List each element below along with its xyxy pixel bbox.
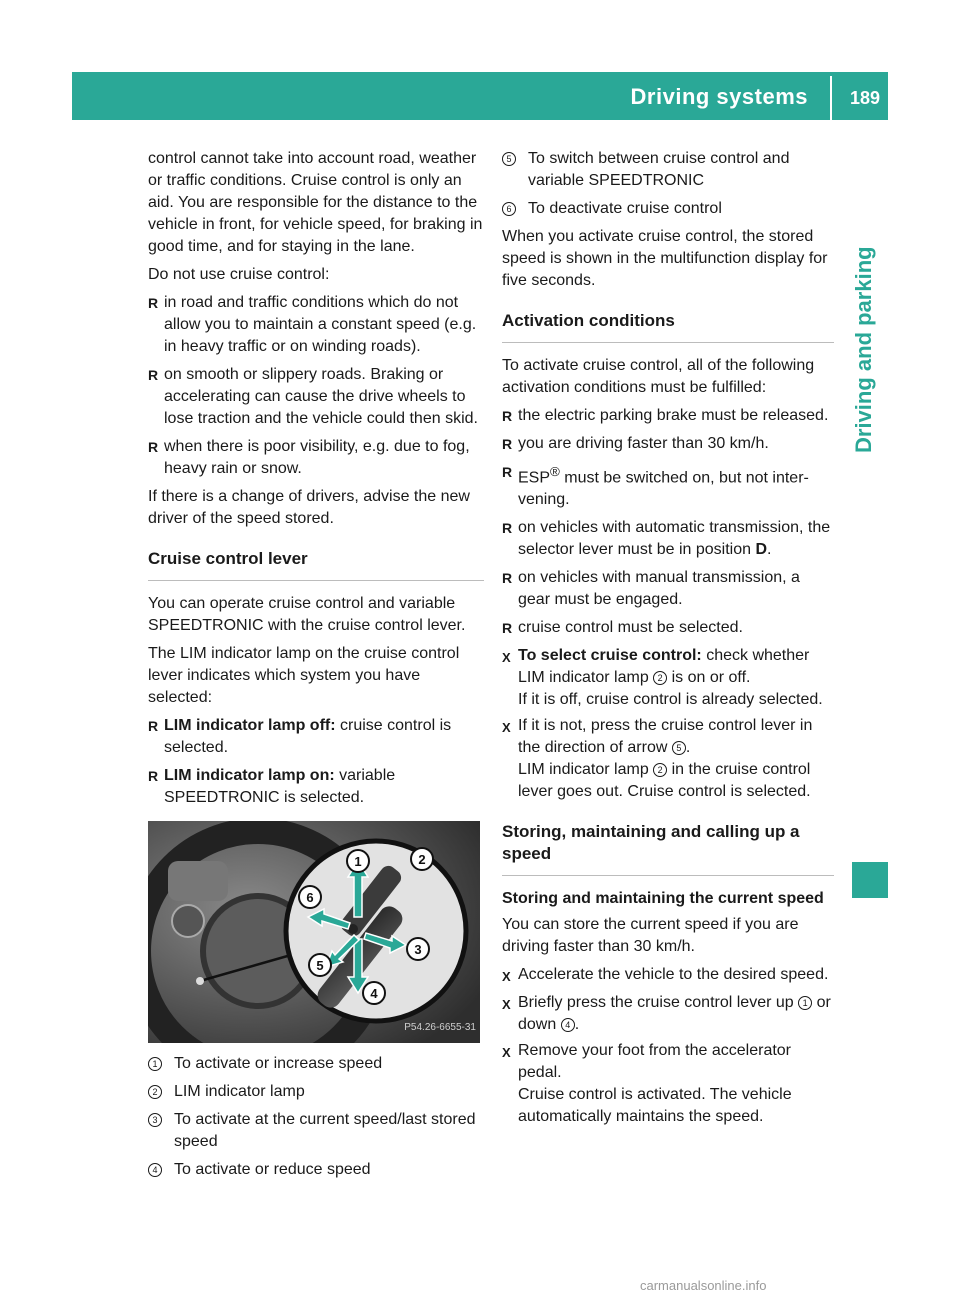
callout-2: 2 <box>418 852 426 867</box>
bullet-marker: R <box>502 464 513 480</box>
legend-item: 6 To deactivate cruise control <box>502 198 834 220</box>
paragraph: Do not use cruise control: <box>148 266 330 283</box>
list-item: R ESP® must be switched on, but not inter-vening. <box>502 461 834 511</box>
list-item: R on vehicles with manual transmission, a gear must be engaged. <box>502 567 834 611</box>
paragraph: When you activate cruise control, the stored speed is shown in the multifunction display for five seconds. <box>502 228 828 289</box>
instruction-step: X Accelerate the vehicle to the desired speed. <box>502 964 834 988</box>
paragraph: If there is a change of drivers, advise the new driver of the speed stored. <box>148 488 470 527</box>
left-column <box>148 148 484 1187</box>
page-number: 189 <box>849 88 880 108</box>
instruction-marker: X <box>502 997 511 1013</box>
legend-item: 2 LIM indicator lamp <box>148 1081 484 1103</box>
bullet-marker: R <box>502 570 513 587</box>
legend-item: 3 To activate at the current speed/last stored speed <box>148 1109 484 1153</box>
instruction-step: X If it is not, press the cruise control lever in the direction of arrow 5 . LIM indicator lamp 2 in the cruise control lever goes out. Cruise control is selected. <box>502 715 834 803</box>
legend-number: 3 <box>148 1113 162 1127</box>
paragraph: control cannot take into account road, weather or traffic conditions. Cruise control is only an aid. You are responsible for the distance to the vehicle in front, for vehicle speed, for braking in good time, and for staying in the lane. <box>148 150 483 255</box>
legend-number: 6 <box>502 202 516 216</box>
list-item: R when there is poor visibility, e.g. due to fog, heavy rain or snow. <box>148 436 484 480</box>
bullet-marker: R <box>502 620 513 637</box>
callout-3: 3 <box>414 942 422 957</box>
bullet-marker: R <box>148 295 159 311</box>
instruction-step: X Remove your foot from the accelerator pedal. Cruise control is activated. The vehicle automatically maintains the speed. <box>502 1040 834 1128</box>
list-item: R on smooth or slippery roads. Braking or accelerating can cause the drive wheels to lose traction and the vehicle could then skid. <box>148 364 484 430</box>
watermark: carmanualsonline.info <box>640 1278 767 1293</box>
instruction-marker: X <box>502 650 511 666</box>
side-tab-label: Driving and parking <box>851 246 876 453</box>
instruction-step: X Briefly press the cruise control lever up 1 or down 4 . <box>502 992 834 1036</box>
callout-4: 4 <box>370 986 378 1001</box>
legend-item: 1 To activate or increase speed <box>148 1053 484 1075</box>
paragraph: The LIM indicator lamp on the cruise control lever indicates which system you have selected: <box>148 645 460 706</box>
section-heading: Cruise control lever <box>148 548 484 581</box>
callout-1: 1 <box>354 854 362 869</box>
bullet-marker: R <box>502 520 513 537</box>
sub-heading: Storing and maintaining the current speed <box>502 890 824 908</box>
steering-wheel-illustration <box>148 821 480 1043</box>
figure-code: P54.26-6655-31 <box>404 1022 476 1033</box>
list-item: R LIM indicator lamp on: variable SPEEDTRONIC is selected. <box>148 765 484 809</box>
side-tab-marker <box>852 862 888 898</box>
header-bar <box>72 72 888 120</box>
legend-number: 1 <box>148 1057 162 1071</box>
right-column <box>502 148 834 1132</box>
callout-6: 6 <box>306 890 314 905</box>
bullet-marker: R <box>502 408 513 424</box>
legend-item: 4 To activate or reduce speed <box>148 1159 484 1181</box>
instruction-step: X To select cruise control: check whether LIM indicator lamp 2 is on or off. If it is off, cruise control is already selected. <box>502 645 834 711</box>
callout-5: 5 <box>316 958 324 973</box>
paragraph: To activate cruise control, all of the following activation conditions must be fulfilled: <box>502 357 815 396</box>
instruction-marker: X <box>502 1045 511 1061</box>
paragraph: You can store the current speed if you are driving faster than 30 km/h. <box>502 916 799 956</box>
bullet-marker: R <box>148 367 159 383</box>
instruction-marker: X <box>502 969 511 985</box>
header-separator <box>830 76 832 120</box>
bullet-marker: R <box>148 439 159 455</box>
bullet-marker: R <box>502 436 513 452</box>
list-item: R LIM indicator lamp off: cruise control is selected. <box>148 715 484 759</box>
instruction-marker: X <box>502 720 511 736</box>
cruise-control-lever-figure <box>148 821 480 1043</box>
bullet-marker: R <box>148 718 159 734</box>
list-item: R on vehicles with automatic transmission, the selector lever must be in position D. <box>502 517 834 561</box>
paragraph: You can operate cruise control and variable SPEEDTRONIC with the cruise control lever. <box>148 595 466 634</box>
legend-number: 4 <box>148 1163 162 1177</box>
bullet-marker: R <box>148 768 159 784</box>
legend-number: 5 <box>502 152 516 166</box>
section-title: Driving systems <box>630 84 808 109</box>
section-heading: Storing, maintaining and calling up a speed <box>502 821 834 876</box>
legend-number: 2 <box>148 1085 162 1099</box>
list-item: R cruise control must be selected. <box>502 617 834 639</box>
list-item: R the electric parking brake must be released. <box>502 405 834 427</box>
list-item: R in road and traffic conditions which do not allow you to maintain a constant speed (e.g. in heavy traffic or on winding roads). <box>148 292 484 358</box>
list-item: R you are driving faster than 30 km/h. <box>502 433 834 455</box>
legend-item: 5 To switch between cruise control and variable SPEEDTRONIC <box>502 148 834 192</box>
section-heading: Activation conditions <box>502 310 834 343</box>
